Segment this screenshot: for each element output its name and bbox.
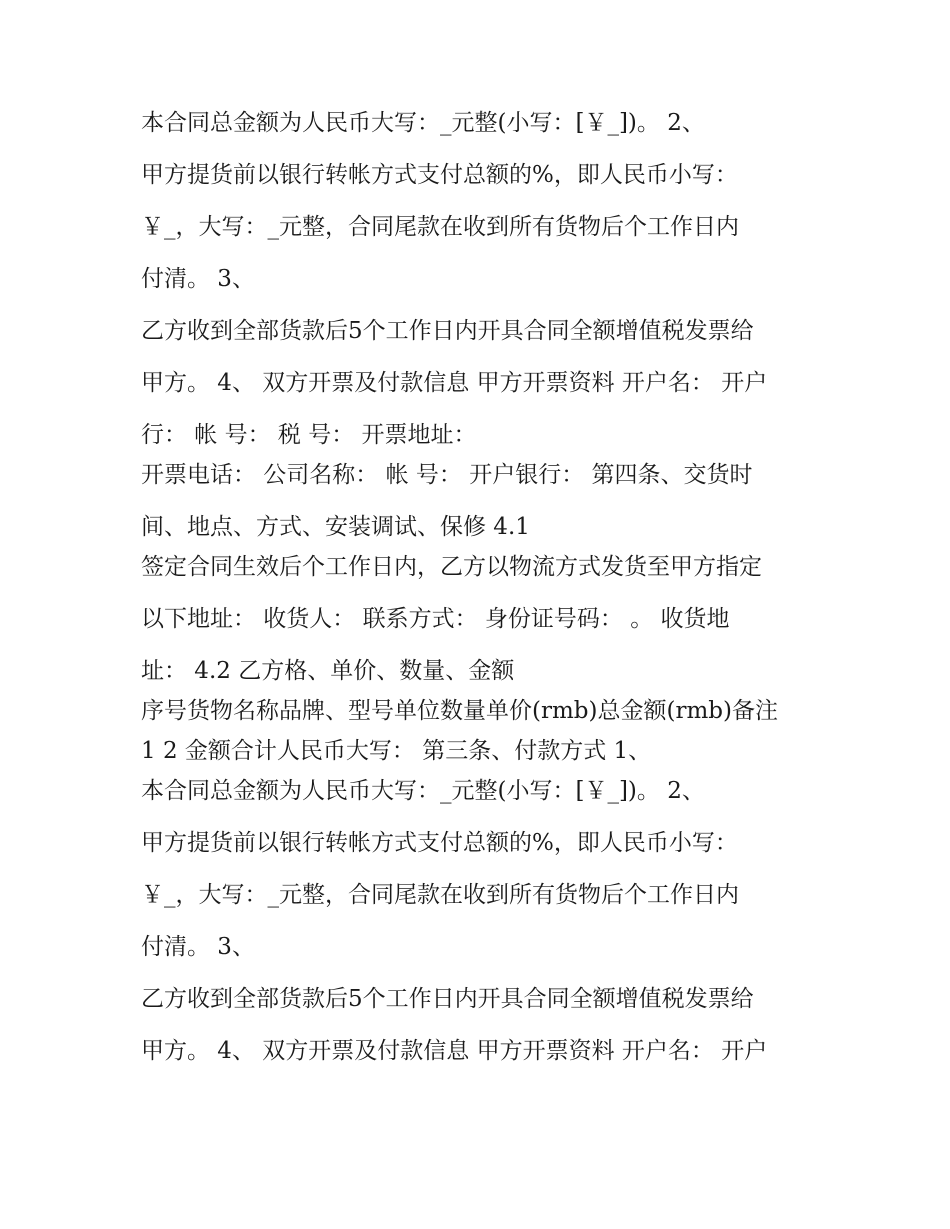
text-line-15: 本合同总金额为人民币大写：_元整(小写：[￥_])。 2、	[141, 778, 705, 804]
text-line-11: 以下地址： 收货人： 联系方式： 身份证号码： 。 收货地	[141, 606, 730, 632]
text-line-10: 签定合同生效后个工作日内，乙方以物流方式发货至甲方指定	[141, 554, 762, 580]
text-line-9: 间、地点、方式、安装调试、保修 4.1	[141, 514, 530, 540]
text-line-3: ￥_，大写：_元整，合同尾款在收到所有货物后个工作日内	[141, 214, 739, 240]
text-line-16: 甲方提货前以银行转帐方式支付总额的%，即人民币小写：	[141, 830, 738, 856]
text-line-19: 乙方收到全部货款后5个工作日内开具合同全额增值税发票给	[141, 986, 754, 1012]
text-line-7: 行： 帐 号： 税 号： 开票地址：	[141, 422, 477, 448]
text-line-13: 序号货物名称品牌、型号单位数量单价(rmb)总金额(rmb)备注	[141, 698, 778, 724]
text-line-18: 付清。 3、	[141, 934, 255, 960]
text-line-1: 本合同总金额为人民币大写：_元整(小写：[￥_])。 2、	[141, 110, 705, 136]
text-line-4: 付清。 3、	[141, 266, 255, 292]
text-line-5: 乙方收到全部货款后5个工作日内开具合同全额增值税发票给	[141, 318, 754, 344]
text-line-8: 开票电话： 公司名称： 帐 号： 开户银行： 第四条、交货时	[141, 462, 753, 488]
text-line-17: ￥_，大写：_元整，合同尾款在收到所有货物后个工作日内	[141, 882, 739, 908]
text-line-14: 1 2 金额合计人民币大写： 第三条、付款方式 1、	[141, 738, 652, 764]
text-line-2: 甲方提货前以银行转帐方式支付总额的%，即人民币小写：	[141, 162, 738, 188]
text-line-20: 甲方。 4、 双方开票及付款信息 甲方开票资料 开户名： 开户	[141, 1038, 768, 1064]
contract-text	[141, 108, 831, 1066]
text-line-6: 甲方。 4、 双方开票及付款信息 甲方开票资料 开户名： 开户	[141, 370, 768, 396]
text-line-12: 址： 4.2 乙方格、单价、数量、金额	[141, 658, 515, 684]
